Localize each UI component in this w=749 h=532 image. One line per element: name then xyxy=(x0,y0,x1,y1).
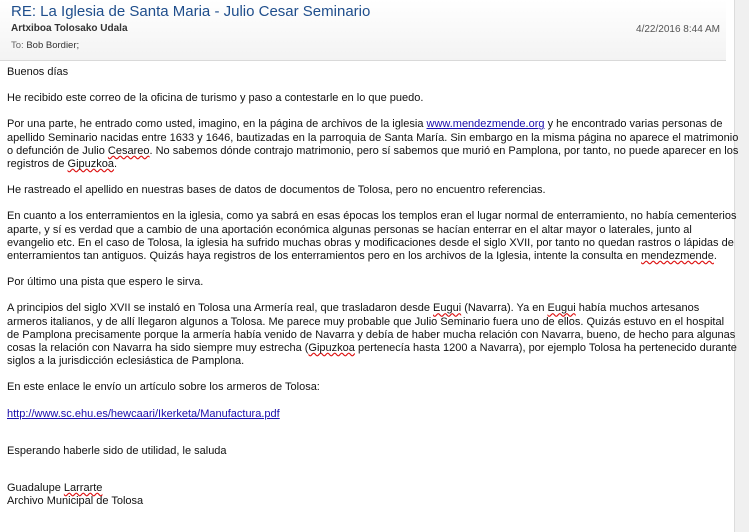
paragraph-7: En este enlace le envío un artículo sobre los armeros de Tolosa: xyxy=(7,381,320,394)
paragraph-4: En cuanto a los enterramientos en la iglesia, como ya sabrá en esas épocas los templos eran el lugar normal de enterramiento, no había cementerios aparte, y sí es verdad que a cambio de una aportación económica algunas personas se hacían enterrar en el altar mayor o laterales, junto al evangelio etc. En el caso de Tolosa, la iglesia ha sufrido muchas obras y modificaciones desde el siglo XVII, por tanto no quedan rastros o lápidas de enterramientos tan antiguos. Quizás haya registros de los enterramientos pero en los archivos de la Iglesia, intente la consulta en mendezmende. xyxy=(7,210,737,263)
greeting: Buenos días xyxy=(7,66,69,78)
paragraph-3: He rastreado el apellido en nuestras bases de datos de documentos de Tolosa, pero no encuentro referencias. xyxy=(7,184,546,197)
paragraph-2: Por una parte, he entrado como usted, imagino, en la página de archivos de la iglesia www.mendezmende.org y he encontrado varias personas de apellido Seminario nacidas entre 1633 y 1646, bautizadas en la parroquia de Santa María. Sin embargo en la misma página no aparece el matrimonio o defunción de Julio Cesareo. No sabemos dónde contrajo matrimonio, pero sí sabemos que murió en Pamplona, por tanto, no puede aparecer en los registros de Gipuzkoa. xyxy=(7,118,739,171)
signature-org: Archivo Municipal de Tolosa xyxy=(7,495,144,508)
message-body xyxy=(7,66,739,508)
signature-name: Guadalupe Larrarte xyxy=(7,482,103,495)
sent-date: 4/22/2016 8:44 AM xyxy=(636,24,720,35)
sender-name[interactable]: Artxiboa Tolosako Udala xyxy=(11,23,128,34)
mendezmende-link[interactable]: www.mendezmende.org xyxy=(426,118,545,131)
closing: Esperando haberle sido de utilidad, le saluda xyxy=(7,444,227,457)
paragraph-5: Por último una pista que espero le sirva. xyxy=(7,276,204,289)
paragraph-6: A principios del siglo XVII se instaló en Tolosa una Armería real, que trasladaron desde Eugui (Navarra). Ya en Eugui había muchos artesanos armeros italianos, y de allí llegaron algunos a Tolosa. Me parece muy probable que Julio Seminario fuera uno de ellos. Quizás estuvo en el hospital de Pamplona precisamente porque la armería había venido de Navarra y debía de haber mucha relación con Navarra, bueno, de hecho para algunas cosas la relación con Navarra ha sido siempre muy estrecha (Gipuzkoa pertenecía hasta 1200 a Navarra), por ejemplo Tolosa ha pertenecido durante siglos a la jurisdicción eclesiástica de Pamplona. xyxy=(7,302,737,368)
article-pdf-link[interactable]: http://www.sc.ehu.es/hewcaari/Ikerketa/Manufactura.pdf xyxy=(7,407,280,420)
recipient-name[interactable]: Bob Bordier; xyxy=(26,40,80,51)
to-label: To: xyxy=(11,40,24,51)
message-header xyxy=(0,0,726,61)
paragraph-1: He recibido este correo de la oficina de turismo y paso a contestarle en lo que puedo. xyxy=(7,92,424,105)
email-subject: RE: La Iglesia de Santa Maria - Julio Cesar Seminario xyxy=(11,3,371,20)
recipients-line xyxy=(11,40,79,51)
article-link-line xyxy=(7,408,739,421)
